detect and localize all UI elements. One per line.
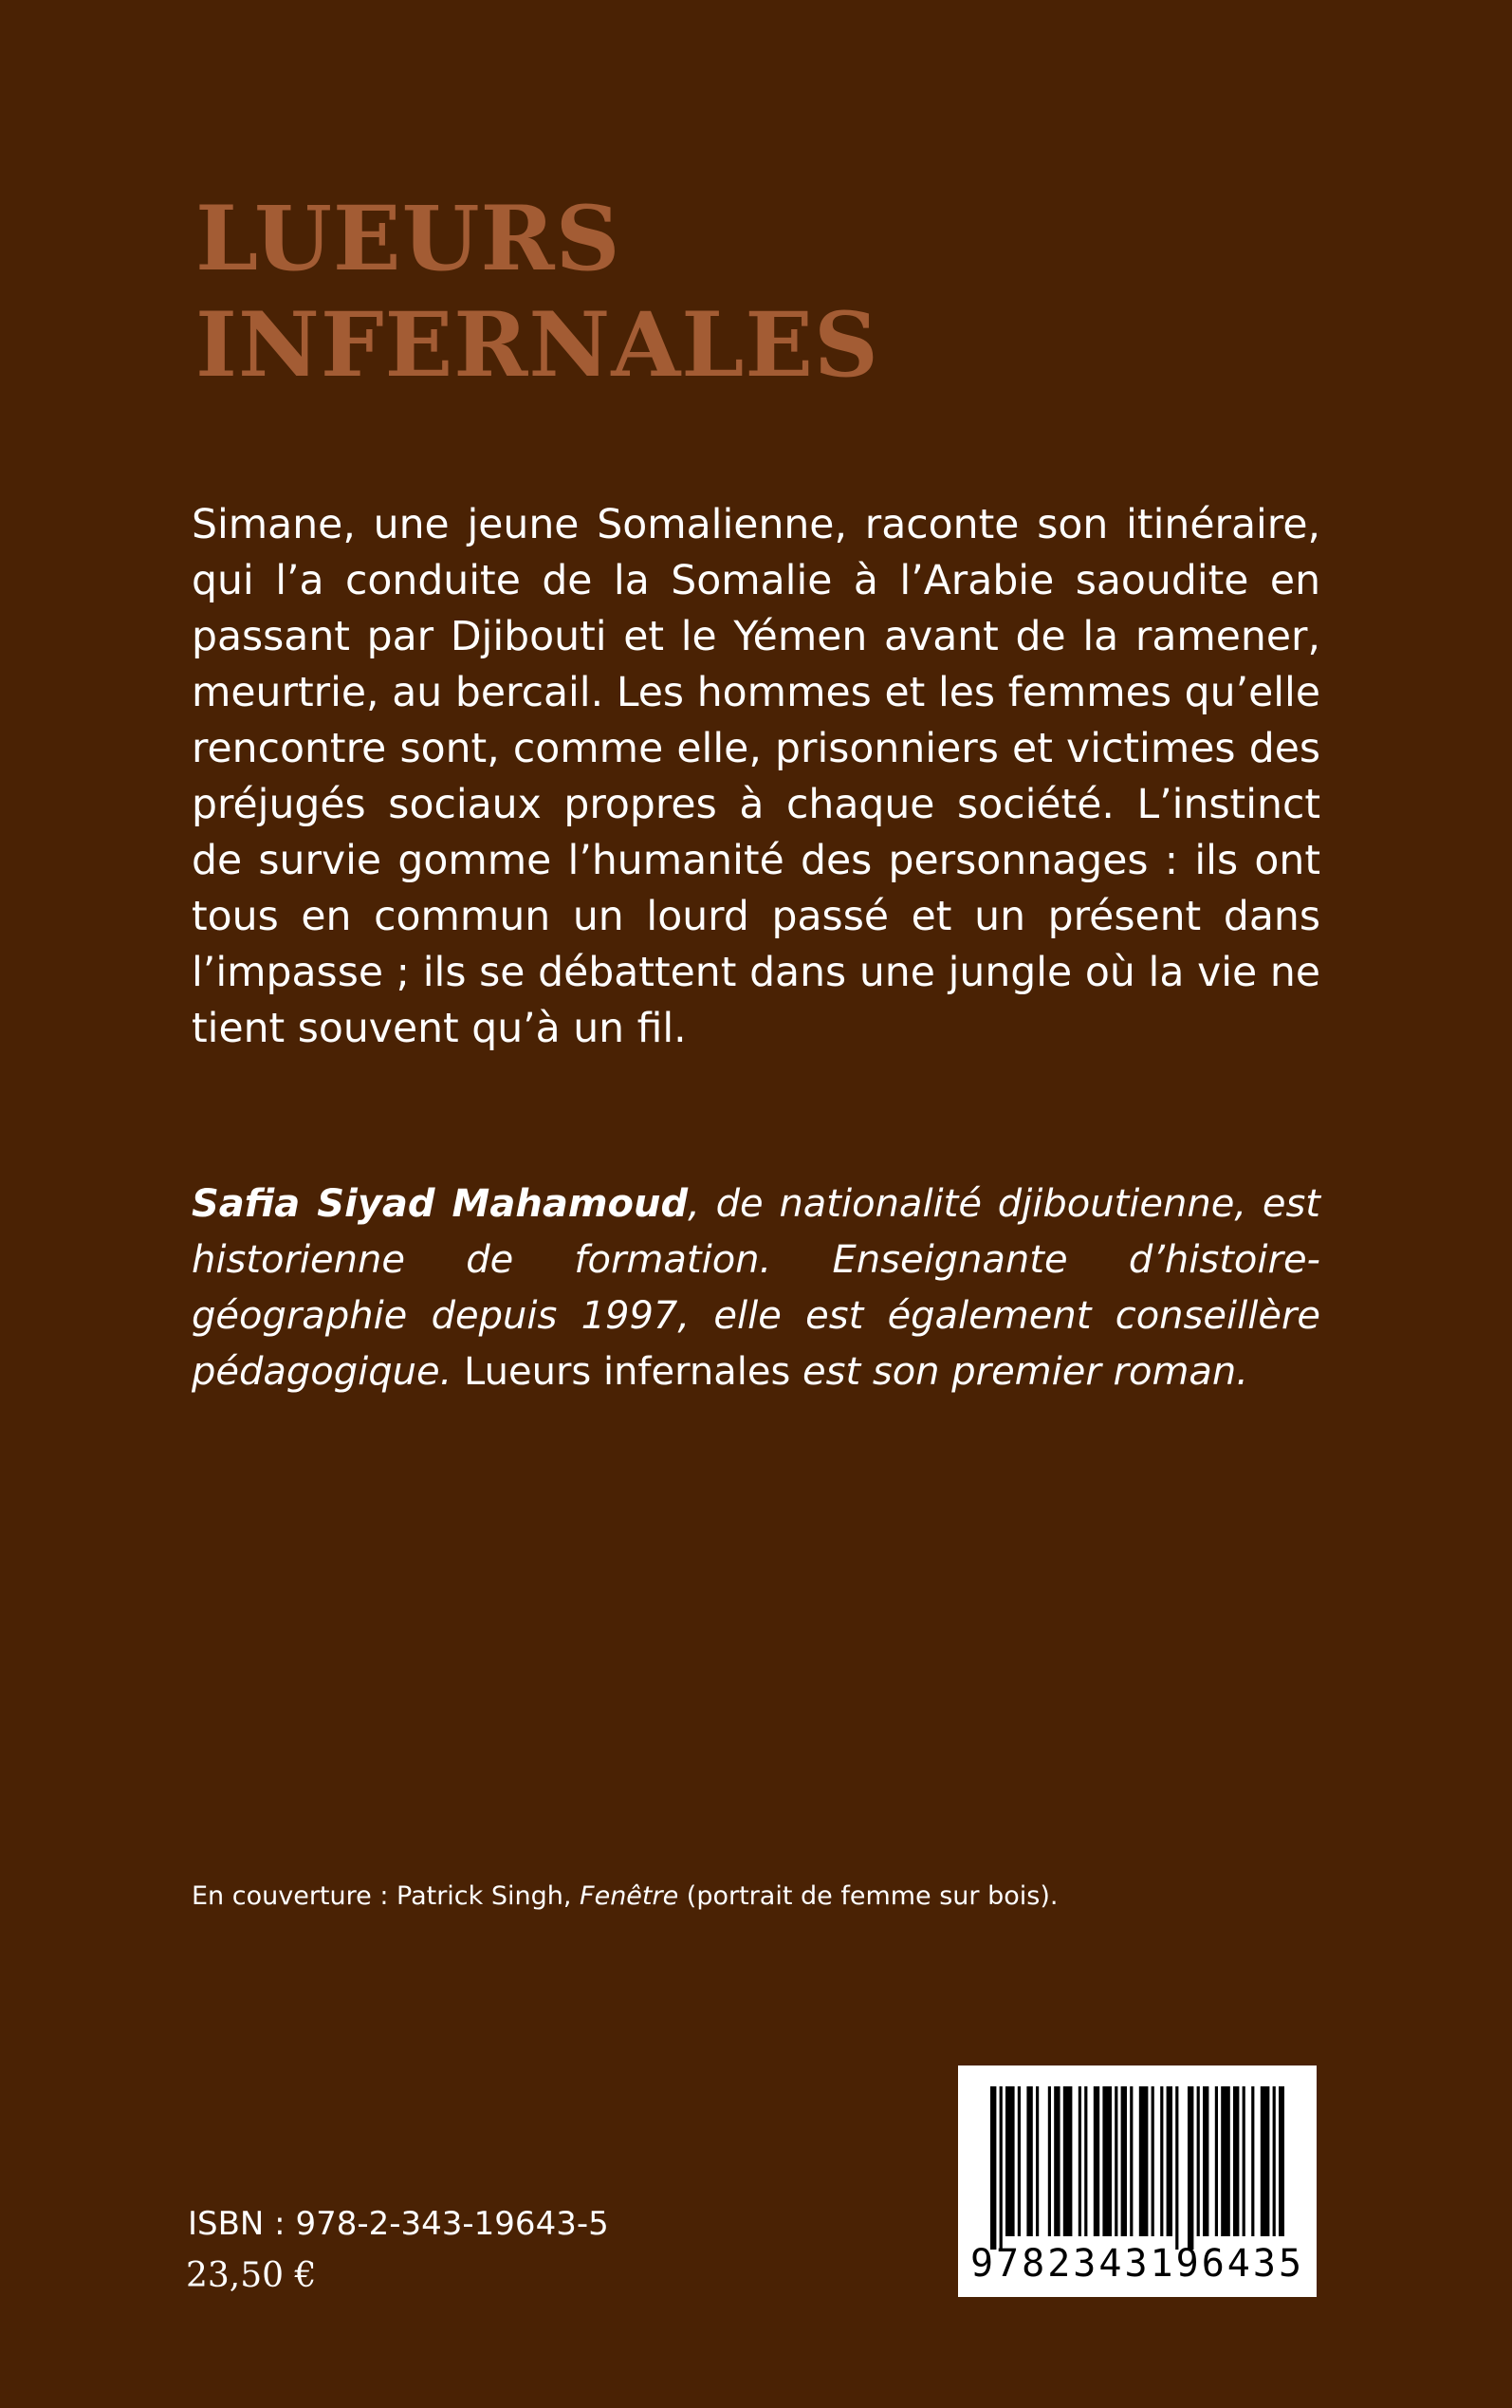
barcode-bar (1279, 2086, 1284, 2236)
synopsis-paragraph: Simane, une jeune Somalienne, raconte son itinéraire, qui l’a conduite de la Somalie à l’Arabie saoudite en passant par Djibouti et le Yémen avant de la ramener, meurtrie, au bercail. Les hommes et les femmes qu’elle rencontre sont, comme elle, prisonniers et victimes des préjugés sociaux propres à chaque société. L’instinct de survie gomme l’humanité des personnages : ils ont tous en commun un lourd passé et un présent dans l’impasse ; ils se débattent dans une jungle où la vie ne tient souvent qu’à un fil. (192, 502, 1320, 1052)
barcode-bar (1115, 2086, 1117, 2236)
barcode-bar (1054, 2086, 1060, 2236)
barcode-bar (1121, 2086, 1127, 2236)
barcode-bar (990, 2086, 996, 2250)
barcode-bar (1233, 2086, 1239, 2236)
barcode-bar (1079, 2086, 1081, 2236)
barcode-bar (1102, 2086, 1112, 2236)
barcode-bar (1063, 2086, 1073, 2236)
book-title-line-2: INFERNALES (195, 293, 879, 398)
barcode-bar (1005, 2086, 1015, 2236)
barcode-bar (1048, 2086, 1051, 2236)
bio-book-title: Lueurs infernales (452, 1350, 802, 1394)
author-name: Safia Siyad Mahamoud (192, 1182, 689, 1226)
book-title (195, 186, 879, 398)
cover-credit (192, 1880, 1058, 1914)
barcode-icon (990, 2086, 1284, 2250)
barcode-bar (1215, 2086, 1218, 2236)
barcode-bar (1139, 2086, 1149, 2236)
isbn-label: ISBN : 978-2-343-19643-5 (188, 2205, 609, 2243)
barcode-bar (1160, 2086, 1163, 2236)
author-bio-paragraph (192, 1176, 1320, 1400)
barcode-digits: 9782343196435 (969, 2242, 1305, 2286)
barcode-bar (1018, 2086, 1021, 2236)
barcode-bar (1251, 2086, 1254, 2236)
cover-credit-suffix: (portrait de femme sur bois). (678, 1881, 1059, 1911)
barcode-bar (1221, 2086, 1230, 2236)
barcode-bar (1203, 2086, 1208, 2236)
barcode-bar (1188, 2086, 1193, 2250)
barcode-bar (1261, 2086, 1270, 2236)
barcode-bar (1243, 2086, 1245, 2236)
barcode-bar (1036, 2086, 1039, 2236)
barcode-bar (1084, 2086, 1087, 2236)
barcode-bar (1130, 2086, 1133, 2236)
barcode-bar (1026, 2086, 1032, 2236)
author-bio-closing: est son premier roman. (802, 1350, 1248, 1394)
barcode-bar (1175, 2086, 1178, 2250)
barcode-bar (1094, 2086, 1099, 2236)
author-bio-text: , de nationalité djiboutienne, est historienne de formation. Enseignante d’histoire-géographie depuis 1997, elle est également conseillère pédagogique. (192, 1182, 1320, 1394)
barcode-bar (1273, 2086, 1276, 2236)
barcode-bar (1000, 2086, 1003, 2250)
barcode-bar (1197, 2086, 1200, 2236)
cover-credit-prefix: En couverture : Patrick Singh, (192, 1881, 581, 1911)
cover-artwork-title: Fenêtre (580, 1881, 679, 1911)
barcode-bar (1167, 2086, 1172, 2236)
book-title-line-1: LUEURS (195, 187, 621, 291)
barcode-panel (958, 2065, 1317, 2297)
barcode-bar (1152, 2086, 1154, 2236)
price-label: 23,50 € (186, 2256, 317, 2295)
